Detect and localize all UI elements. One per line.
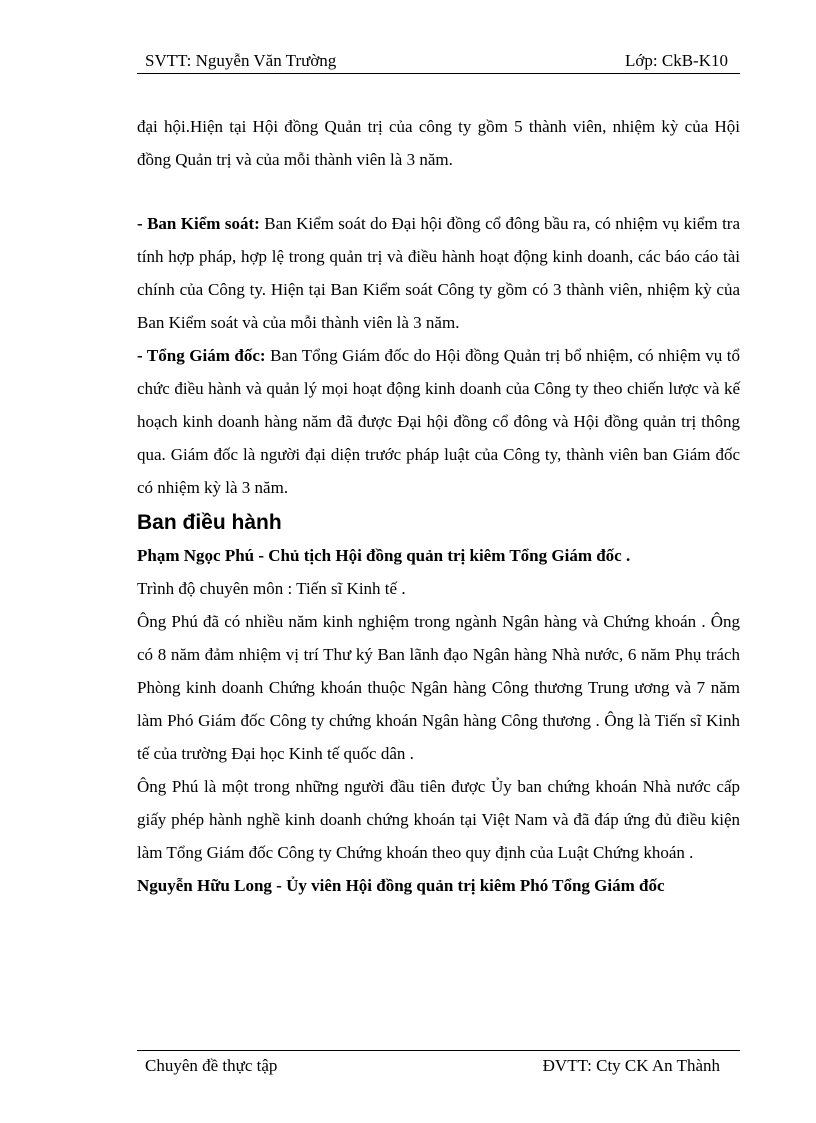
page-header xyxy=(137,47,740,74)
header-class: Lớp: CkB-K10 xyxy=(625,51,728,70)
ban-kiem-soat-text: Ban Kiểm soát do Đại hội đồng cổ đông bầu ra, có nhiệm vụ kiểm tra tính hợp pháp, hợp lệ trong quản trị và điều hành hoạt động kinh doanh, các báo cáo tài chính của Công ty. Hiện tại Ban Kiểm soát Công ty gồm có 3 thành viên, nhiệm kỳ của Ban Kiểm soát và của mỗi thành viên là 3 năm. xyxy=(137,214,741,332)
page-body xyxy=(137,110,740,902)
footer-topic: Chuyên đề thực tập xyxy=(145,1056,278,1075)
tong-giam-doc-text: Ban Tổng Giám đốc do Hội đồng Quản trị bổ nhiệm, có nhiệm vụ tổ chức điều hành và quản lý mọi hoạt động kinh doanh của Công ty theo chiến lược và kế hoạch kinh doanh hàng năm đã được Đại hội đồng cổ đông và Hội đồng quản trị thông qua. Giám đốc là người đại diện trước pháp luật của Công ty, thành viên ban Giám đốc có nhiệm kỳ là 3 năm. xyxy=(137,346,740,497)
ban-kiem-soat-label: - Ban Kiểm soát: xyxy=(137,214,260,233)
person1-qualification: Trình độ chuyên môn : Tiến sĩ Kinh tế . xyxy=(137,579,406,598)
paragraph-gap xyxy=(137,176,740,207)
section-heading: Ban điều hành xyxy=(137,511,282,534)
person2-title-text: Nguyễn Hữu Long - Ủy viên Hội đồng quản trị kiêm Phó Tổng Giám đốc xyxy=(137,876,665,895)
person1-bio-1: Ông Phú đã có nhiều năm kinh nghiệm trong ngành Ngân hàng và Chứng khoán . Ông có 8 năm đảm nhiệm vị trí Thư ký Ban lãnh đạo Ngân hàng Nhà nước, 6 năm Phụ trách Phòng kinh doanh Chứng khoán thuộc Ngân hàng Công thương Trung ương và 7 năm làm Phó Giám đốc Công ty chứng khoán Ngân hàng Công thương . Ông là Tiến sĩ Kinh tế của trường Đại học Kinh tế quốc dân . xyxy=(137,612,740,763)
person2-title xyxy=(137,869,740,902)
paragraph-ban-kiem-soat xyxy=(137,207,740,339)
paragraph-hdqt: đại hội.Hiện tại Hội đồng Quản trị của công ty gồm 5 thành viên, nhiệm kỳ của Hội đồng Quản trị và của mỗi thành viên là 3 năm. xyxy=(137,117,740,169)
person1-title xyxy=(137,539,740,572)
paragraph-tong-giam-doc xyxy=(137,339,740,504)
footer-unit: ĐVTT: Cty CK An Thành xyxy=(542,1056,720,1075)
person1-title-text: Phạm Ngọc Phú - Chủ tịch Hội đồng quản trị kiêm Tổng Giám đốc . xyxy=(137,546,631,565)
person1-bio-2: Ông Phú là một trong những người đầu tiên được Ủy ban chứng khoán Nhà nước cấp giấy phép hành nghề kinh doanh chứng khoán tại Việt Nam và đã đáp ứng đủ điều kiện làm Tổng Giám đốc Công ty Chứng khoán theo quy định của Luật Chứng khoán . xyxy=(137,777,740,862)
tong-giam-doc-label: - Tổng Giám đốc: xyxy=(137,346,266,365)
page-footer xyxy=(137,1050,740,1081)
header-student: SVTT: Nguyễn Văn Trường xyxy=(145,51,337,70)
